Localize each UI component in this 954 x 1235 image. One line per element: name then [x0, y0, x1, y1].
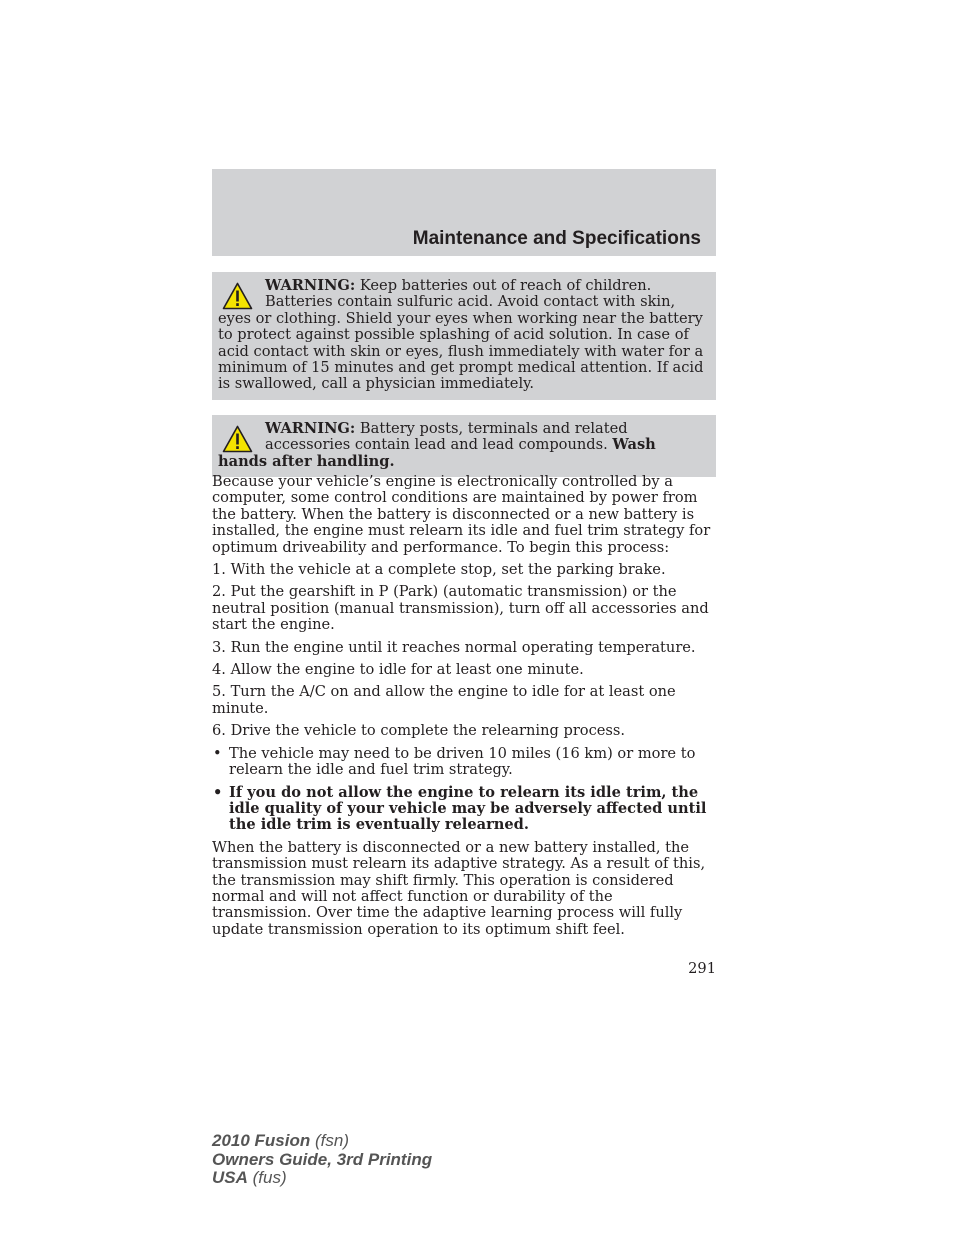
footer-line-market	[212, 1169, 432, 1188]
step-4: 4. Allow the engine to idle for at least one minute.	[212, 661, 584, 679]
bullet-icon: •	[213, 783, 223, 801]
warning-box-battery-acid	[212, 272, 716, 400]
step-5: 5. Turn the A/C on and allow the engine to idle for at least one minute.	[212, 683, 676, 717]
page-number: 291	[688, 960, 716, 977]
bullet-item	[212, 746, 716, 779]
section-header	[212, 169, 716, 256]
section-title: Maintenance and Specifications	[412, 228, 701, 249]
step-3: 3. Run the engine until it reaches normal operating temperature.	[212, 638, 696, 656]
warning-triangle-icon	[222, 282, 253, 310]
footer-model-code: (fsn)	[310, 1131, 349, 1150]
step-1: 1. With the vehicle at a complete stop, set the parking brake.	[212, 561, 666, 579]
footer	[212, 1132, 432, 1188]
body-content	[212, 474, 716, 944]
warning-box-lead	[212, 415, 716, 477]
step-2: 2. Put the gearshift in P (Park) (automatic transmission) or the neutral position (manual transmission), turn off all accessories and start the engine.	[212, 583, 709, 634]
footer-market-code: (fus)	[247, 1168, 287, 1187]
warning-label: WARNING:	[265, 277, 356, 294]
warning-label: WARNING:	[265, 420, 356, 437]
step-6: 6. Drive the vehicle to complete the relearning process.	[212, 722, 626, 740]
intro-paragraph: Because your vehicle’s engine is electronically controlled by a computer, some control conditions are maintained by power from the battery. When the battery is disconnected or a new battery is installed, the engine must relearn its idle and fuel trim strategy for optimum driveability and performance. To begin this process:	[212, 473, 711, 556]
warning-text: Keep batteries out of reach of children. Batteries contain sulfuric acid. Avoid contact with skin, eyes or clothing. Shield your eyes when working near the battery to protect against possible splashing of acid solution. In case of acid contact with skin or eyes, flush immediately with water for a minimum of 15 minutes and get prompt medical attention. If acid is swallowed, call a physician immediately.	[218, 277, 704, 393]
footer-edition: Owners Guide, 3rd Printing	[212, 1149, 433, 1169]
bullet-icon: •	[213, 744, 222, 762]
bullet-text: The vehicle may need to be driven 10 miles (16 km) or more to relearn the idle and fuel trim strategy.	[229, 744, 696, 779]
footer-line-model	[212, 1132, 432, 1151]
footer-market: USA	[212, 1168, 248, 1187]
warning-text: Battery posts, terminals and related accessories contain lead and lead compounds.	[265, 420, 628, 454]
closing-paragraph: When the battery is disconnected or a new battery installed, the transmission must relearn its adaptive strategy. As a result of this, the transmission may shift firmly. This operation is considered normal and will not affect function or durability of the transmission. Over time the adaptive learning process will fully update transmission operation to its optimum shift feel.	[212, 838, 706, 938]
footer-model: 2010 Fusion	[212, 1131, 311, 1150]
bullet-text: If you do not allow the engine to relearn its idle trim, the idle quality of your vehicle may be adversely affected until the idle trim is eventually relearned.	[229, 783, 707, 834]
warning-bold-text: Wash hands after handling.	[218, 436, 656, 470]
bullet-item	[212, 785, 716, 834]
warning-triangle-icon	[222, 425, 253, 453]
